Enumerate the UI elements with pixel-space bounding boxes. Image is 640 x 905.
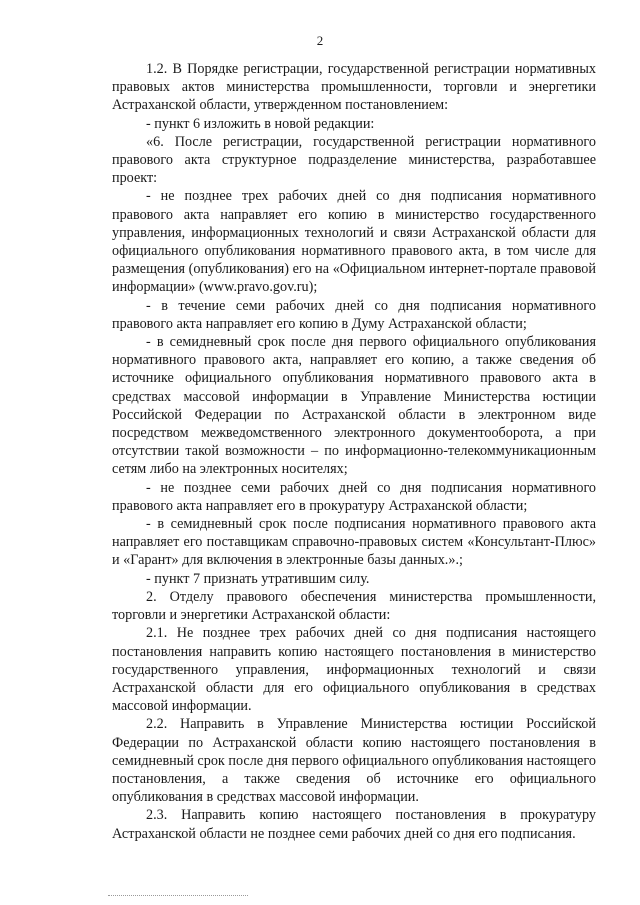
paragraph: - не позднее трех рабочих дней со дня подписания нормативного правового акта направляет его копию в министерство государственного управления, информационных технологий и связи Астраханской области для официального опубликования нормативного правового акта, в том числе для размещения (опубликования) его на «Официальном интернет-портале правовой информации» (www.pravo.gov.ru);: [112, 188, 596, 296]
paragraph: 2.3. Направить копию настоящего постановления в прокуратуру Астраханской области не позднее семи рабочих дней со дня его подписания.: [112, 807, 596, 842]
paragraph: - в течение семи рабочих дней со дня подписания нормативного правового акта направляет его копию в Думу Астраханской области;: [112, 297, 596, 332]
paragraph: - пункт 6 изложить в новой редакции:: [146, 115, 375, 132]
paragraph: - пункт 7 признать утратившим силу.: [146, 570, 370, 587]
paragraph: 2. Отделу правового обеспечения министерства промышленности, торговли и энергетики Астраханской области:: [112, 588, 596, 624]
page-number: 2: [316, 33, 324, 48]
paragraph: - не позднее семи рабочих дней со дня подписания нормативного правового акта направляет его в прокуратуру Астраханской области;: [112, 479, 596, 514]
paragraph: 2.1. Не позднее трех рабочих дней со дня подписания настоящего постановления направить копию настоящего постановления в министерство государственного управления, информационных технологий и связи Астраханской области для его официального опубликования в средствах массовой информации.: [112, 625, 596, 715]
paragraph: «6. После регистрации, государственной регистрации нормативного правового акта структурное подразделение министерства, разработавшее проект:: [112, 133, 596, 187]
paragraph: 2.2. Направить в Управление Министерства юстиции Российской Федерации по Астраханской области копию настоящего постановления в семидневный срок после дня первого официального опубликования настоящего постановления, а также сведения об источнике его официального опубликования в средствах массовой информации.: [112, 716, 596, 806]
paragraph: 1.2. В Порядке регистрации, государственной регистрации нормативных правовых актов министерства промышленности, торговли и энергетики Астраханской области, утвержденном постановлением:: [112, 61, 596, 114]
paragraph: - в семидневный срок после дня первого официального опубликования нормативного правового акта, направляет его копию, а также сведения об источнике официального опубликования нормативного правового акта в средствах массовой информации в Управление Министерства юстиции Российской Федерации по Астраханской области в электронном виде посредством межведомственного электронного документооборота, а при отсутствии такой возможности – по информационно-телекоммуникационным сетям либо на электронных носителях;: [112, 334, 596, 478]
paragraph: - в семидневный срок после подписания нормативного правового акта направляет его поставщикам справочно-правовых систем «Консультант-Плюс» и «Гарант» для включения в электронные базы данных.».;: [112, 516, 596, 569]
footer-divider: [108, 895, 248, 896]
document-body: [112, 60, 596, 843]
